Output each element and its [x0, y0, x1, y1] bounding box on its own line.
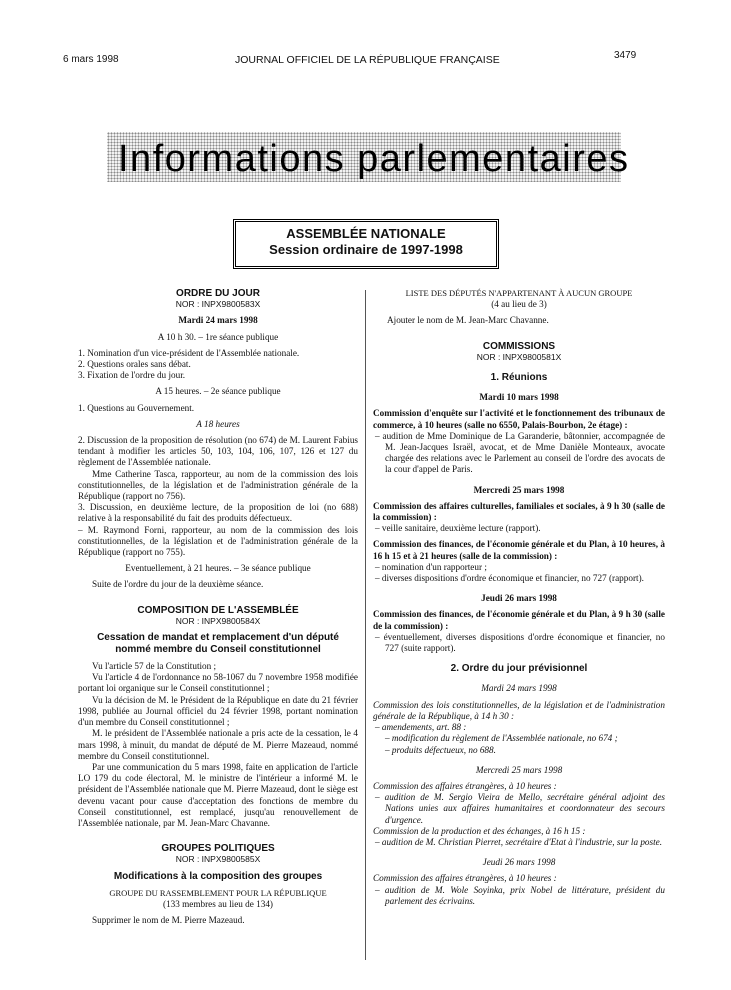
reunion-item: – éventuellement, diverses dispositions d'ordre économique et financier, no 727 (suite rapport).	[375, 631, 665, 654]
prev-item: – modification du règlement de l'Assemblée nationale, no 674 ;	[385, 733, 618, 744]
discussion-2: 3. Discussion, en deuxième lecture, de la proposition de loi (no 688) relative à la responsabilité du fait des produits défectueux.	[78, 502, 358, 524]
commissions-nor: NOR : INPX9800581X	[476, 351, 562, 362]
reunions-title: 1. Réunions	[490, 372, 548, 384]
prev-item: – audition de M. Wole Soyinka, prix Nobel de littérature, président du parlement des écrivains.	[375, 884, 665, 906]
rapporteur-1: Mme Catherine Tasca, rapporteur, au nom de la commission des lois constitutionnelles, de la législation et de l'administration générale de la République (rapport no 756).	[78, 468, 358, 502]
prev-head: Commission de la production et des échanges, à 16 h 15 :	[373, 825, 586, 836]
seance3: Eventuellement, à 21 heures. – 3e séance publique	[125, 563, 311, 574]
seance1: A 10 h 30. – 1re séance publique	[157, 331, 279, 342]
prev-item: – amendements, art. 88 :	[375, 722, 467, 733]
cessation-title: Cessation de mandat et remplacement d'un député nommé membre du Conseil constitutionnel	[97, 632, 339, 656]
cessation-para: Vu l'article 4 de l'ordonnance no 58-1067 du 7 novembre 1958 modifiée portant loi organique sur le Conseil constitutionnel ;	[78, 672, 358, 694]
prev-item: – audition de M. Sergio Vieira de Mello, secrétaire général adjoint des Nations unies aux affaires humanitaires et coordonnateur des secours d'urgence.	[375, 792, 665, 825]
compo-title: COMPOSITION DE L'ASSEMBLÉE	[137, 604, 299, 616]
modif-title: Modifications à la composition des groupes	[113, 870, 323, 882]
liste-action: Ajouter le nom de M. Jean-Marc Chavanne.	[387, 315, 549, 326]
page-number: 3479	[614, 50, 637, 61]
liste-count: (4 au lieu de 3)	[491, 299, 547, 310]
ordre-nor: NOR : INPX9800583X	[175, 299, 261, 310]
ordre-date: Mardi 24 mars 1998	[178, 315, 258, 326]
rpr-action: Supprimer le nom de M. Pierre Mazeaud.	[92, 914, 245, 925]
ordre-title: ORDRE DU JOUR	[176, 288, 260, 299]
rapporteur-2: – M. Raymond Forni, rapporteur, au nom de la commission des lois constitutionnelles, de la législation et de l'administration générale de la République (rapport no 755).	[78, 524, 358, 558]
prev-item: – audition de M. Christian Pierret, secrétaire d'Etat à l'industrie, sur la poste.	[375, 836, 663, 847]
prev-head: Commission des affaires étrangères, à 10 heures :	[373, 780, 557, 791]
reunion-date: Mercredi 25 mars 1998	[473, 484, 565, 495]
right-column	[373, 288, 665, 907]
cessation-para: M. le président de l'Assemblée nationale a pris acte de la cessation, le 4 mars 1998, à minuit, du mandat de député de M. Pierre Mazeaud, nommé membre du Conseil constitutionnel.	[78, 728, 358, 761]
banner-title: Informations parlementaires	[118, 138, 630, 180]
cessation-para: Vu la décision de M. le Président de la République en date du 21 février 1998, publiée au Journal officiel du 24 février 1998, portant nomination d'un membre du Conseil constitutionnel ;	[78, 694, 358, 728]
seance3-text: Suite de l'ordre du jour de la deuxième séance.	[92, 579, 264, 590]
cessation-para: Par une communication du 5 mars 1998, faite en application de l'article LO 179 du code électoral, M. le ministre de l'intérieur a informé M. le président de l'Assemblée nationale que M. Pierre Mazeaud, dont le siège est devenu vacant pour cause d'acceptation des fonctions de membre du Conseil constitutionnel, est remplacé, jusqu'au renouvellement de l'Assemblée nationale, par M. Jean-Marc Chavanne.	[78, 761, 358, 828]
groupes-title: GROUPES POLITIQUES	[161, 843, 275, 855]
previsionnel-title: 2. Ordre du jour prévisionnel	[450, 663, 588, 675]
header-journal: JOURNAL OFFICIEL DE LA RÉPUBLIQUE FRANÇAISE	[235, 54, 500, 66]
discussion-1: 2. Discussion de la proposition de résolution (no 674) de M. Laurent Fabius tendant à modifier les articles 50, 103, 104, 106, 107, 126 et 127 du règlement de l'Assemblée nationale.	[78, 435, 358, 468]
reunion-head: Commission des finances, de l'économie générale et du Plan, à 10 heures, à 16 h 15 et à 21 heures (salle de la commission) :	[373, 539, 665, 561]
rpr-group: GROUPE DU RASSEMBLEMENT POUR LA RÉPUBLIQUE	[109, 887, 327, 898]
reunion-head: Commission des finances, de l'économie générale et du Plan, à 9 h 30 (salle de la commission) :	[373, 609, 665, 631]
prev-item: – produits défectueux, no 688.	[385, 744, 496, 755]
seance2-item: 1. Questions au Gouvernement.	[78, 402, 195, 413]
commissions-title: COMMISSIONS	[482, 340, 556, 352]
reunion-head: Commission des affaires culturelles, familiales et sociales, à 9 h 30 (salle de la commission) :	[373, 500, 665, 523]
prev-head: Commission des affaires étrangères, à 10 heures :	[373, 873, 557, 884]
seance-18h: A 18 heures	[196, 418, 240, 429]
prev-date: Mercredi 25 mars 1998	[475, 764, 563, 775]
seance1-item: 1. Nomination d'un vice-président de l'Assemblée nationale.	[78, 347, 300, 358]
rpr-count: (133 membres au lieu de 134)	[163, 898, 273, 909]
reunion-date: Mardi 10 mars 1998	[479, 392, 559, 403]
reunion-item: – diverses dispositions d'ordre économique et financier, no 727 (rapport).	[375, 573, 644, 584]
prev-date: Jeudi 26 mars 1998	[482, 857, 556, 868]
assembly-box	[233, 219, 499, 269]
prev-date: Mardi 24 mars 1998	[481, 683, 557, 694]
compo-nor: NOR : INPX9800584X	[175, 615, 261, 626]
liste-title: LISTE DES DÉPUTÉS N'APPARTENANT À AUCUN GROUPE	[405, 288, 633, 298]
reunion-head: Commission d'enquête sur l'activité et le fonctionnement des tribunaux de commerce, à 10 heures (salle no 6550, Palais-Bourbon, 2e étage) :	[373, 408, 665, 430]
column-divider	[365, 290, 366, 960]
seance1-item: 2. Questions orales sans débat.	[78, 359, 191, 370]
seance2: A 15 heures. – 2e séance publique	[155, 386, 281, 397]
prev-head: Commission des lois constitutionnelles, de la législation et de l'administration générale de la République, à 14 h 30 :	[373, 699, 665, 721]
reunion-item: – audition de Mme Dominique de La Garanderie, bâtonnier, accompagnée de M. Jean-Jacques Israël, avocat, et de Mme Danièle Monteaux, avocate chargée des relations avec le Parlement au conseil de l'ordre des avocats de la cour d'appel de Paris.	[375, 430, 665, 475]
left-column	[78, 288, 358, 926]
reunion-date: Jeudi 26 mars 1998	[481, 593, 557, 604]
reunion-item: – veille sanitaire, deuxième lecture (rapport).	[375, 523, 541, 534]
seance1-item: 3. Fixation de l'ordre du jour.	[78, 370, 186, 381]
header-date: 6 mars 1998	[63, 54, 119, 65]
box-line2: Session ordinaire de 1997-1998	[269, 242, 463, 257]
groupes-nor: NOR : INPX9800585X	[175, 854, 261, 865]
box-line1: ASSEMBLÉE NATIONALE	[286, 226, 446, 241]
cessation-para: Vu l'article 57 de la Constitution ;	[92, 661, 217, 672]
reunion-item: – nomination d'un rapporteur ;	[375, 561, 487, 572]
